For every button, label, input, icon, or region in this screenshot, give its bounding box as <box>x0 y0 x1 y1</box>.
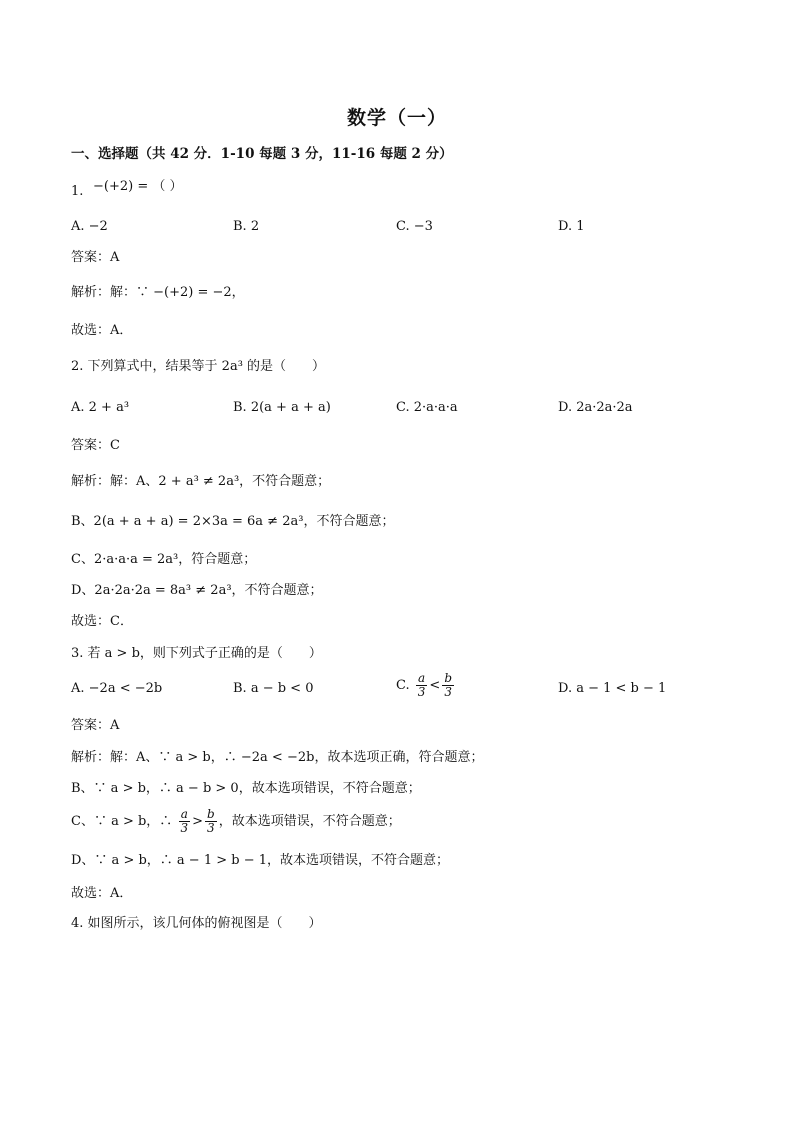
analysis-c-relation: > <box>192 814 203 829</box>
question-3-analysis-d: D、∵ a > b，∴ a − 1 > b − 1，故本选项错误，不符合题意； <box>71 853 450 868</box>
fraction-left-denominator: 3 <box>417 685 426 699</box>
question-1-choice: 故选：A． <box>71 323 133 338</box>
option-c-relation: < <box>429 678 441 693</box>
question-2-stem: 2. 下列算式中，结果等于 2a³ 的是（ ） <box>71 359 326 374</box>
question-3-stem: 3. 若 a > b，则下列式子正确的是（ ） <box>71 646 322 661</box>
question-3-answer: 答案：A <box>71 718 120 733</box>
question-3-analysis-b: B、∵ a > b，∴ a − b > 0，故本选项错误，不符合题意； <box>71 781 421 796</box>
question-2-option-d: D. 2a·2a·2a <box>558 400 633 415</box>
question-1-analysis: 解析：解：∵ −(+2) = −2， <box>71 285 245 300</box>
page-title: 数学（一） <box>346 107 447 129</box>
question-2-option-a: A. 2 + a³ <box>71 400 130 415</box>
question-3-option-c <box>396 672 456 699</box>
section-heading: 一、选择题（共 42 分．1-10 每题 3 分，11-16 每题 2 分） <box>71 146 453 162</box>
question-4-stem: 4. 如图所示，该几何体的俯视图是（ ） <box>71 916 322 931</box>
question-1-option-d: D. 1 <box>558 219 585 234</box>
question-1-option-a: A. −2 <box>71 219 108 234</box>
question-3-choice: 故选：A． <box>71 886 133 901</box>
question-1-number: 1. <box>71 184 84 199</box>
question-2-analysis-a: 解析：解：A、2 + a³ ≠ 2a³，不符合题意； <box>71 474 331 489</box>
question-3-option-d: D. a − 1 < b − 1 <box>558 681 667 696</box>
question-1-answer: 答案：A <box>71 250 120 265</box>
question-2-analysis-b: B、2(a + a + a) = 2×3a = 6a ≠ 2a³，不符合题意； <box>71 514 395 529</box>
analysis-fraction-left <box>178 808 190 835</box>
question-3-option-a: A. −2a < −2b <box>71 681 163 696</box>
analysis-fraction-right-denominator: 3 <box>207 821 215 835</box>
question-2-answer: 答案：C <box>71 438 120 453</box>
question-1-stem: −(+2) = （ ） <box>93 179 183 194</box>
question-1-option-c: C. −3 <box>396 219 433 234</box>
analysis-fraction-right <box>205 808 217 835</box>
analysis-c-suffix: ，故本选项错误，不符合题意； <box>218 814 401 829</box>
question-2-choice: 故选：C． <box>71 614 133 629</box>
question-1-option-b: B. 2 <box>233 219 260 234</box>
fraction-left <box>416 672 428 699</box>
analysis-c-prefix: C、∵ a > b，∴ <box>71 814 173 829</box>
option-c-label: C. <box>396 678 410 693</box>
fraction-right-numerator: b <box>444 671 452 685</box>
question-3-analysis-c <box>71 808 401 835</box>
analysis-fraction-right-numerator: b <box>207 807 215 821</box>
analysis-fraction-left-denominator: 3 <box>180 821 189 835</box>
question-2-analysis-c: C、2·a·a·a = 2a³，符合题意； <box>71 552 257 567</box>
question-3-option-b: B. a − b < 0 <box>233 681 314 696</box>
analysis-fraction-left-numerator: a <box>180 807 188 821</box>
fraction-left-numerator: a <box>418 671 426 685</box>
question-3-analysis-a: 解析：解：A、∵ a > b，∴ −2a < −2b，故本选项正确，符合题意； <box>71 750 484 765</box>
fraction-right <box>442 672 454 699</box>
question-2-option-b: B. 2(a + a + a) <box>233 400 331 415</box>
question-2-analysis-d: D、2a·2a·2a = 8a³ ≠ 2a³，不符合题意； <box>71 583 323 598</box>
fraction-right-denominator: 3 <box>444 685 452 699</box>
question-2-option-c: C. 2·a·a·a <box>396 400 458 415</box>
